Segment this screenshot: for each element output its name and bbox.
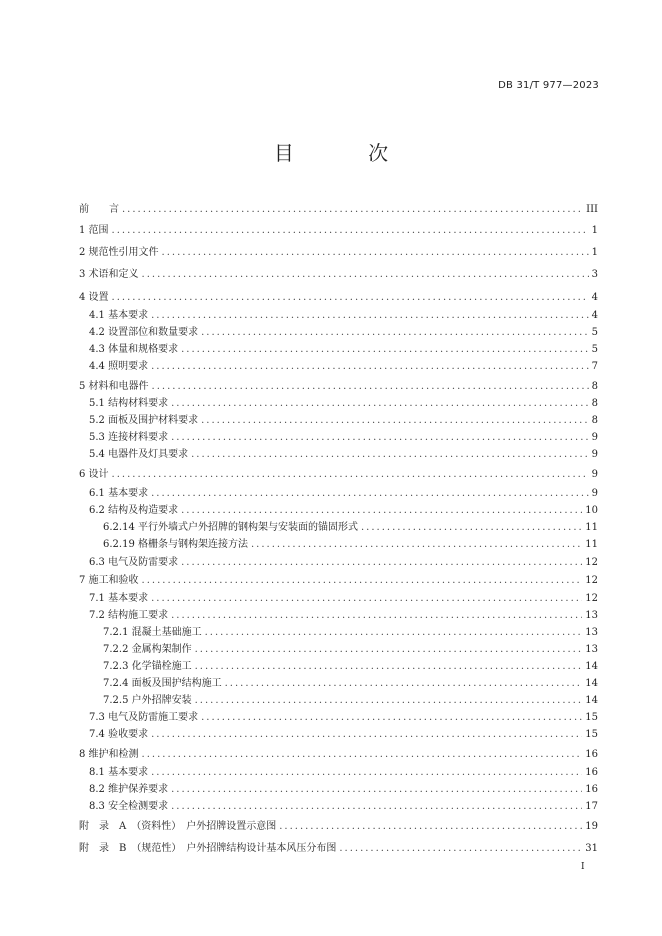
toc-entry-page: 14: [585, 661, 598, 672]
toc-entry[interactable]: [79, 411, 598, 427]
toc-entry-label: 7.2.2 金属构架制作: [103, 644, 192, 655]
toc-leader-dots: [151, 310, 589, 322]
toc-entry-page: 7: [591, 361, 598, 372]
toc-entry-page: 9: [591, 449, 598, 460]
toc-entry[interactable]: [79, 553, 598, 569]
toc-entry-page: 12: [585, 575, 598, 586]
toc-entry[interactable]: [79, 657, 598, 673]
toc-entry[interactable]: [79, 306, 598, 322]
toc-entry-page: 31: [585, 843, 598, 854]
toc-entry-label: 前 言: [79, 204, 119, 215]
toc-entry[interactable]: [79, 839, 598, 855]
toc-leader-dots: [151, 729, 582, 741]
toc-entry-label: 6.2.19 格栅条与钢构架连接方法: [103, 539, 248, 550]
toc-entry-page: 9: [591, 432, 598, 443]
toc-leader-dots: [122, 204, 583, 216]
toc-entry[interactable]: [79, 763, 598, 779]
toc-entry-page: 12: [585, 557, 598, 568]
toc-entry[interactable]: [79, 589, 598, 605]
toc-entry[interactable]: [79, 606, 598, 622]
toc-leader-dots: [142, 749, 583, 761]
toc-entry[interactable]: [79, 340, 598, 356]
toc-leader-dots: [152, 381, 589, 393]
toc-entry[interactable]: [79, 357, 598, 373]
toc-entry-label: 6.2.14 平行外墙式户外招牌的钢构架与安装面的锚固形式: [103, 522, 358, 533]
toc-entry-label: 7.4 验收要求: [89, 729, 149, 740]
toc-entry-label: 4 设置: [79, 292, 109, 303]
toc-entry[interactable]: [79, 465, 598, 481]
toc-leader-dots: [279, 821, 582, 833]
toc-entry-label: 附 录 B （规范性） 户外招牌结构设计基本风压分布图: [79, 843, 337, 854]
toc-entry-label: 3 术语和定义: [79, 269, 139, 280]
toc-entry-page: 9: [591, 488, 598, 499]
toc-leader-dots: [171, 784, 582, 796]
toc-entry-page: 10: [585, 505, 598, 516]
toc-leader-dots: [112, 292, 589, 304]
toc-entry[interactable]: [79, 200, 598, 216]
toc-entry-label: 6.1 基本要求: [89, 488, 149, 499]
toc-entry-page: III: [586, 204, 598, 215]
toc-entry[interactable]: [79, 745, 598, 761]
toc-entry-label: 7.1 基本要求: [89, 593, 149, 604]
toc-leader-dots: [181, 344, 589, 356]
toc-entry-label: 6.2 结构及构造要求: [89, 505, 179, 516]
toc-entry-page: 1: [591, 225, 598, 236]
toc-entry[interactable]: [79, 780, 598, 796]
toc-entry-label: 6.3 电气及防雷要求: [89, 557, 179, 568]
toc-entry-label: 8 维护和检测: [79, 749, 139, 760]
toc-entry-label: 4.2 设置部位和数量要求: [89, 327, 199, 338]
toc-leader-dots: [201, 415, 589, 427]
toc-leader-dots: [151, 488, 589, 500]
toc-entry[interactable]: [79, 484, 598, 500]
toc-entry-label: 7.2.3 化学锚栓施工: [103, 661, 192, 672]
toc-entry-label: 8.3 安全检测要求: [89, 801, 169, 812]
toc-leader-dots: [181, 505, 582, 517]
toc-entry-label: 7.2.1 混凝土基础施工: [103, 627, 202, 638]
toc-entry-label: 5.2 面板及围护材料要求: [89, 415, 199, 426]
toc-leader-dots: [171, 398, 589, 410]
toc-entry[interactable]: [79, 535, 598, 551]
toc-entry[interactable]: [79, 394, 598, 410]
toc-entry-label: 6 设计: [79, 469, 109, 480]
toc-leader-dots: [171, 432, 589, 444]
toc-entry[interactable]: [79, 221, 598, 237]
toc-entry-page: 11: [585, 522, 598, 533]
toc-entry-label: 5.3 连接材料要求: [89, 432, 169, 443]
toc-entry-page: 9: [591, 469, 598, 480]
toc-entry-label: 1 范围: [79, 225, 109, 236]
toc-leader-dots: [112, 225, 589, 237]
toc-leader-dots: [151, 767, 582, 779]
toc-entry-page: 13: [585, 644, 598, 655]
toc-leader-dots: [171, 801, 582, 813]
toc-entry-page: 19: [585, 821, 598, 832]
toc-entry-label: 7.2.5 户外招牌安装: [103, 695, 192, 706]
toc-entry-page: 17: [585, 801, 598, 812]
document-code: DB 31/T 977—2023: [498, 80, 599, 91]
toc-leader-dots: [195, 661, 583, 673]
toc-entry-label: 2 规范性引用文件: [79, 247, 159, 258]
toc-entry-page: 4: [591, 310, 598, 321]
toc-leader-dots: [142, 269, 589, 281]
toc-entry-page: 16: [585, 749, 598, 760]
toc-leader-dots: [195, 644, 583, 656]
toc-entry-page: 13: [585, 610, 598, 621]
toc-entry-label: 7.3 电气及防雷施工要求: [89, 712, 199, 723]
toc-entry-page: 12: [585, 593, 598, 604]
toc-entry-page: 15: [585, 712, 598, 723]
toc-leader-dots: [201, 327, 589, 339]
toc-entry[interactable]: [79, 323, 598, 339]
toc-entry[interactable]: [79, 243, 598, 259]
toc-leader-dots: [142, 575, 583, 587]
toc-entry[interactable]: [79, 265, 598, 281]
toc-leader-dots: [361, 522, 582, 534]
toc-entry-page: 8: [591, 415, 598, 426]
toc-entry-page: 16: [585, 767, 598, 778]
toc-entry[interactable]: [79, 445, 598, 461]
toc-entry-page: 14: [585, 695, 598, 706]
toc-entry[interactable]: [79, 708, 598, 724]
toc-entry[interactable]: [79, 623, 598, 639]
toc-entry-label: 4.3 体量和规格要求: [89, 344, 179, 355]
toc-leader-dots: [191, 449, 589, 461]
toc-entry-label: 8.1 基本要求: [89, 767, 149, 778]
toc-entry-page: 1: [591, 247, 598, 258]
toc-entry[interactable]: [79, 518, 598, 534]
toc-entry[interactable]: [79, 640, 598, 656]
toc-leader-dots: [151, 593, 582, 605]
toc-entry[interactable]: [79, 571, 598, 587]
toc-entry[interactable]: [79, 725, 598, 741]
toc-entry[interactable]: [79, 691, 598, 707]
toc-entry[interactable]: [79, 428, 598, 444]
toc-leader-dots: [201, 712, 582, 724]
toc-entry-page: 8: [591, 398, 598, 409]
toc-leader-dots: [171, 610, 582, 622]
toc-entry-page: 5: [591, 344, 598, 355]
toc-entry-label: 7.2.4 面板及围护结构施工: [103, 678, 222, 689]
toc-leader-dots: [251, 539, 582, 551]
toc-leader-dots: [181, 557, 582, 569]
footer-page-number: I: [581, 862, 585, 872]
toc-leader-dots: [151, 361, 589, 373]
toc-entry-label: 4.1 基本要求: [89, 310, 149, 321]
toc-leader-dots: [339, 843, 582, 855]
toc-leader-dots: [205, 627, 583, 639]
toc-entry[interactable]: [79, 501, 598, 517]
toc-leader-dots: [225, 678, 583, 690]
toc-entry[interactable]: [79, 817, 598, 833]
toc-entry-label: 5 材料和电器件: [79, 381, 149, 392]
toc-entry-page: 15: [585, 729, 598, 740]
toc-entry-page: 8: [591, 381, 598, 392]
toc-leader-dots: [162, 247, 589, 259]
toc-entry-page: 16: [585, 784, 598, 795]
toc-entry-page: 3: [591, 269, 598, 280]
toc-entry-page: 14: [585, 678, 598, 689]
toc-entry[interactable]: [79, 674, 598, 690]
toc-entry-page: 13: [585, 627, 598, 638]
toc-entry-label: 4.4 照明要求: [89, 361, 149, 372]
toc-entry-page: 11: [585, 539, 598, 550]
toc-entry-label: 7.2 结构施工要求: [89, 610, 169, 621]
toc-leader-dots: [112, 469, 589, 481]
page-title: 目 次: [273, 141, 423, 165]
toc-entry[interactable]: [79, 377, 598, 393]
toc-entry-page: 5: [591, 327, 598, 338]
toc-entry-label: 7 施工和验收: [79, 575, 139, 586]
toc-leader-dots: [195, 695, 583, 707]
toc-entry[interactable]: [79, 797, 598, 813]
toc-entry-label: 5.1 结构材料要求: [89, 398, 169, 409]
toc-entry-label: 附 录 A （资料性） 户外招牌设置示意图: [79, 821, 277, 832]
toc-entry-label: 5.4 电器件及灯具要求: [89, 449, 189, 460]
toc-entry-label: 8.2 维护保养要求: [89, 784, 169, 795]
toc-entry-page: 4: [591, 292, 598, 303]
toc-entry[interactable]: [79, 288, 598, 304]
